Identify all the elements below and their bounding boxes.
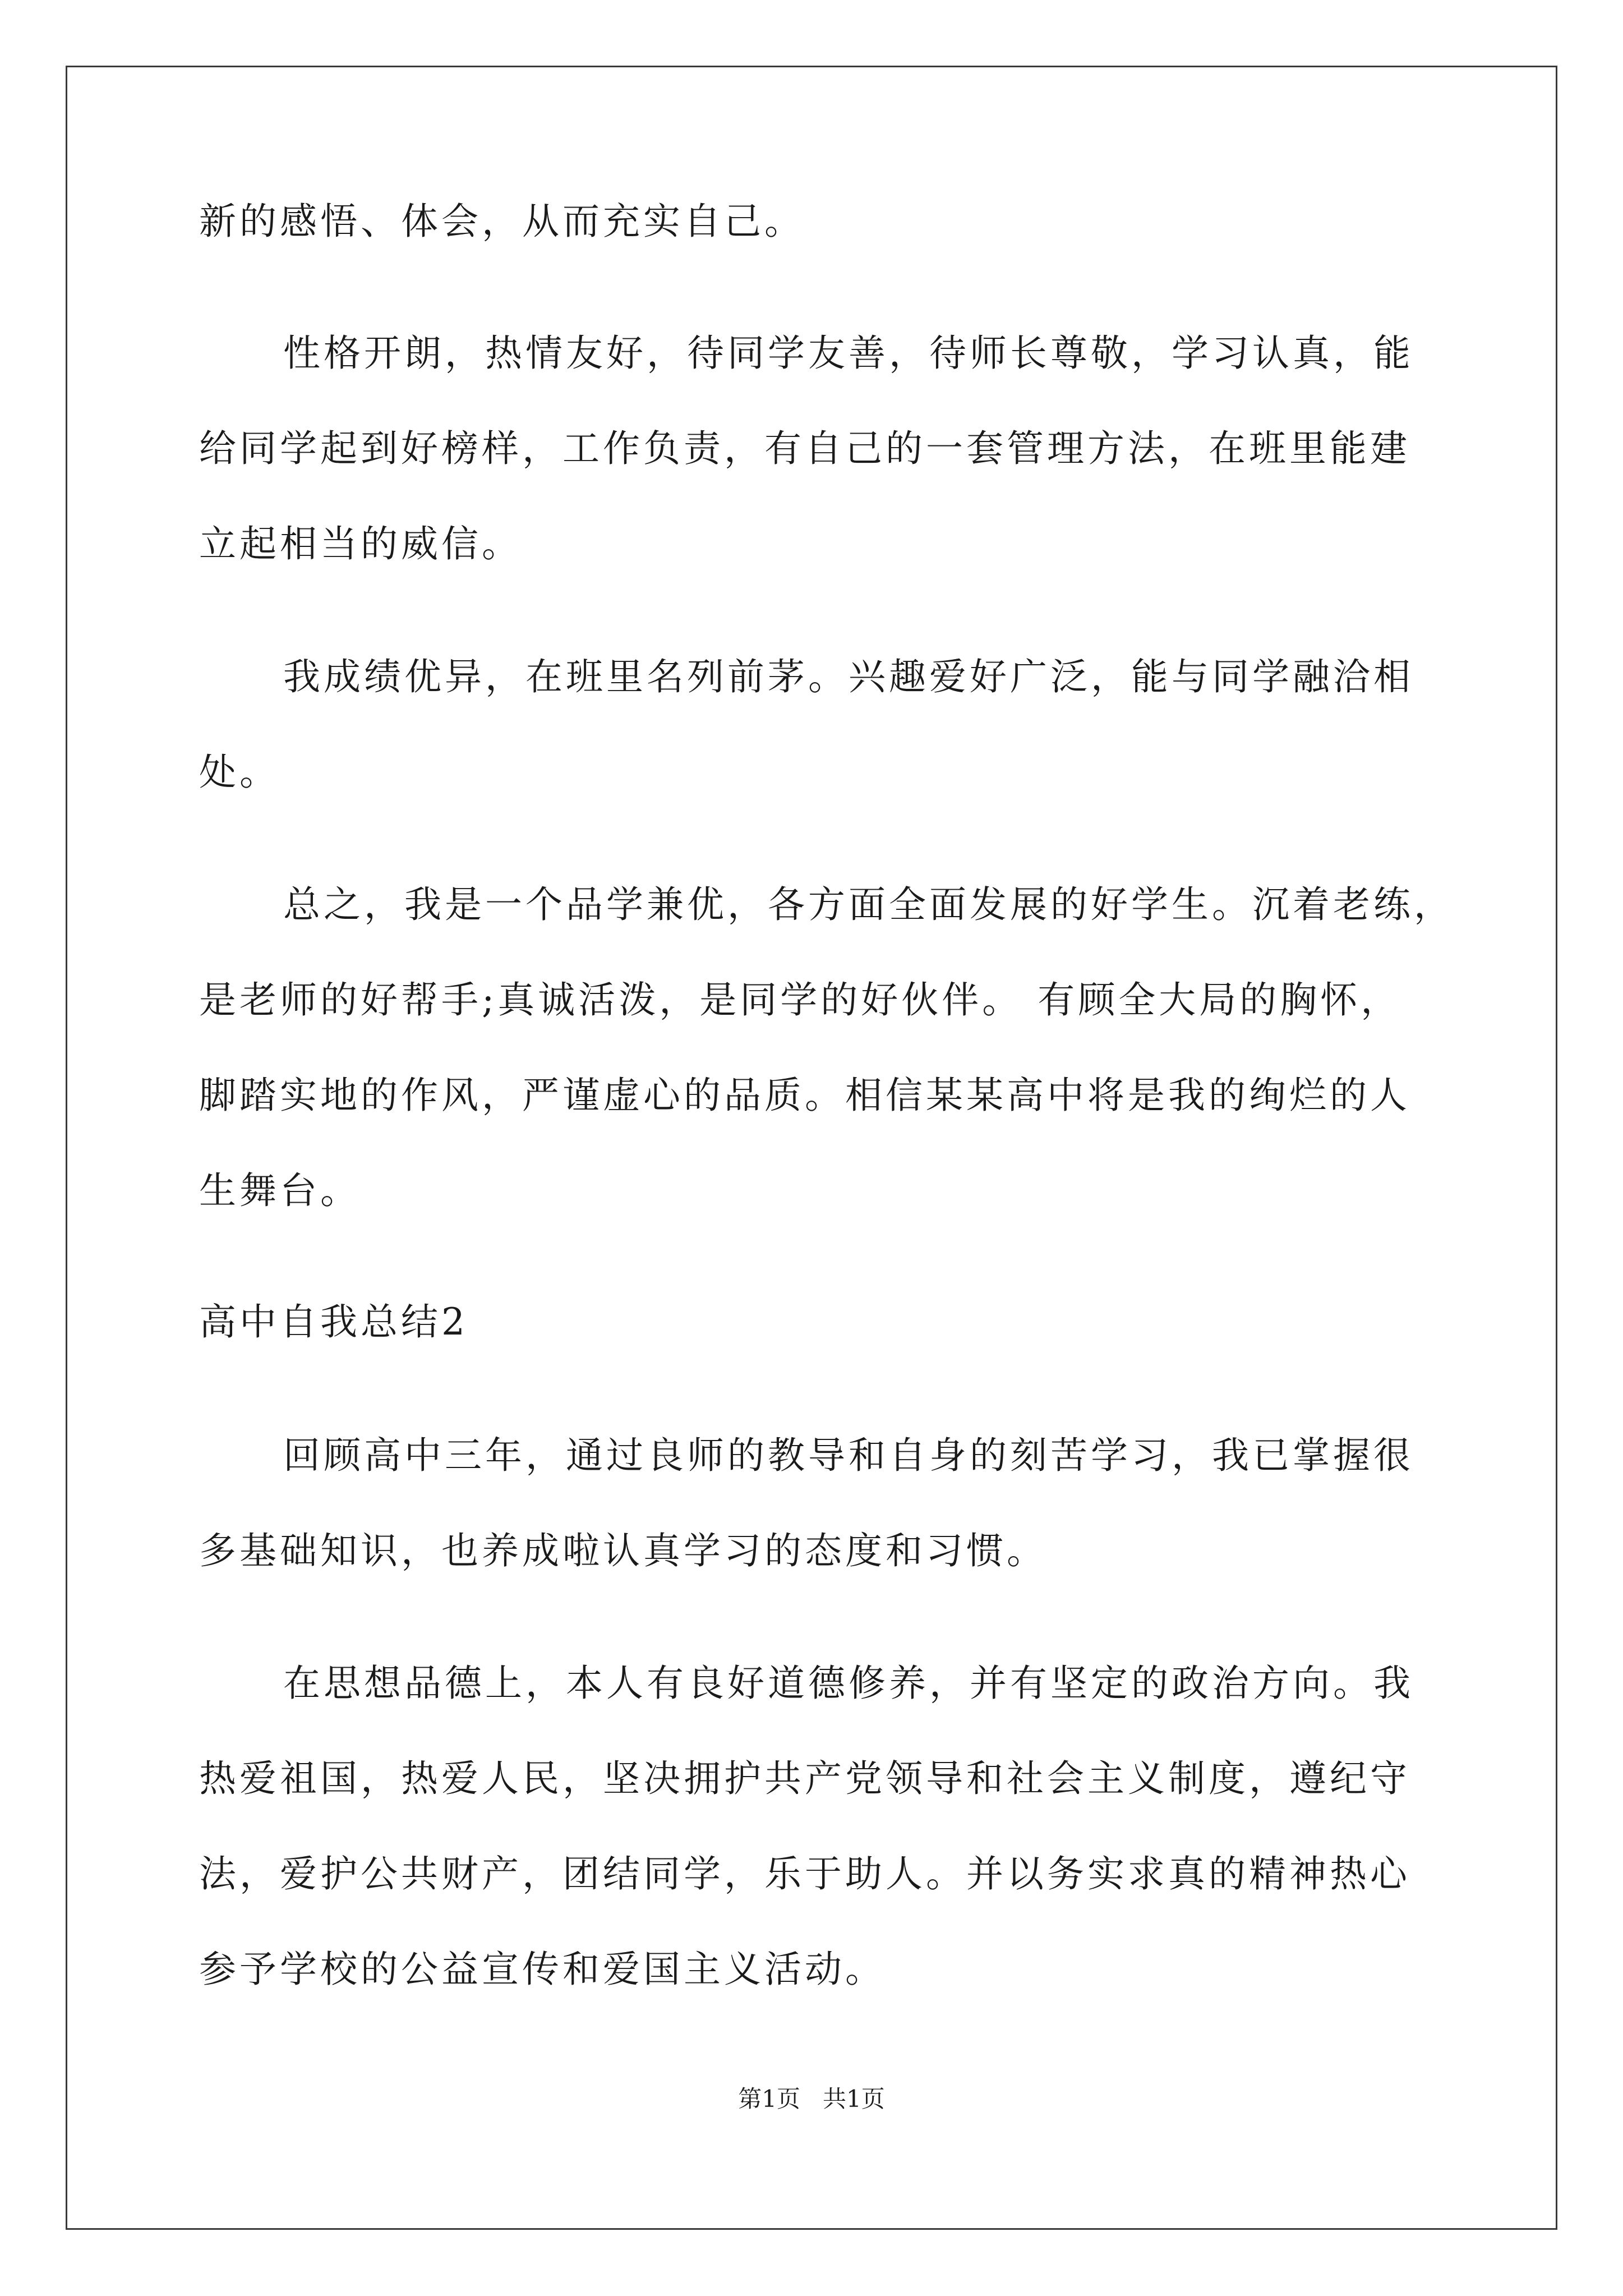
paragraph-line: 脚踏实地的作风，严谨虚心的品质。相信某某高中将是我的绚烂的人 xyxy=(199,1074,1410,1117)
paragraph-line: 性格开朗，热情友好，待同学友善，待师长尊敬，学习认真，能 xyxy=(283,332,1414,375)
paragraph-line: 总之，我是一个品学兼优，各方面全面发展的好学生。沉着老练， xyxy=(283,883,1454,926)
paragraph-line: 热爱祖国，热爱人民，坚决拥护共产党领导和社会主义制度，遵纪守 xyxy=(199,1757,1410,1800)
paragraph-line: 法，爱护公共财产，团结同学，乐于助人。并以务实求真的精神热心 xyxy=(199,1852,1410,1895)
paragraph-line: 立起相当的威信。 xyxy=(199,522,522,565)
section-heading: 高中自我总结2 xyxy=(199,1300,468,1343)
paragraph-line: 是老师的好帮手;真诚活泼，是同学的好伙伴。 有顾全大局的胸怀， xyxy=(199,978,1401,1022)
paragraph-line: 我成绩优异，在班里名列前茅。兴趣爱好广泛，能与同学融洽相 xyxy=(283,655,1414,698)
paragraph-line: 新的感悟、体会，从而充实自己。 xyxy=(199,200,805,243)
paragraph-line: 多基础知识，也养成啦认真学习的态度和习惯。 xyxy=(199,1529,1047,1572)
paragraph-line: 回顾高中三年，通过良师的教导和自身的刻苦学习，我已掌握很 xyxy=(283,1434,1414,1477)
paragraph-line: 处。 xyxy=(199,751,280,794)
paragraph-line: 生舞台。 xyxy=(199,1169,361,1212)
paragraph-line: 在思想品德上，本人有良好道德修养，并有坚定的政治方向。我 xyxy=(283,1662,1414,1705)
page-number-footer: 第1页 共1页 xyxy=(738,2085,885,2113)
paragraph-line: 参予学校的公益宣传和爱国主义活动。 xyxy=(199,1948,886,1991)
page-border xyxy=(66,66,1557,2230)
paragraph-line: 给同学起到好榜样，工作负责，有自己的一套管理方法，在班里能建 xyxy=(199,427,1410,470)
